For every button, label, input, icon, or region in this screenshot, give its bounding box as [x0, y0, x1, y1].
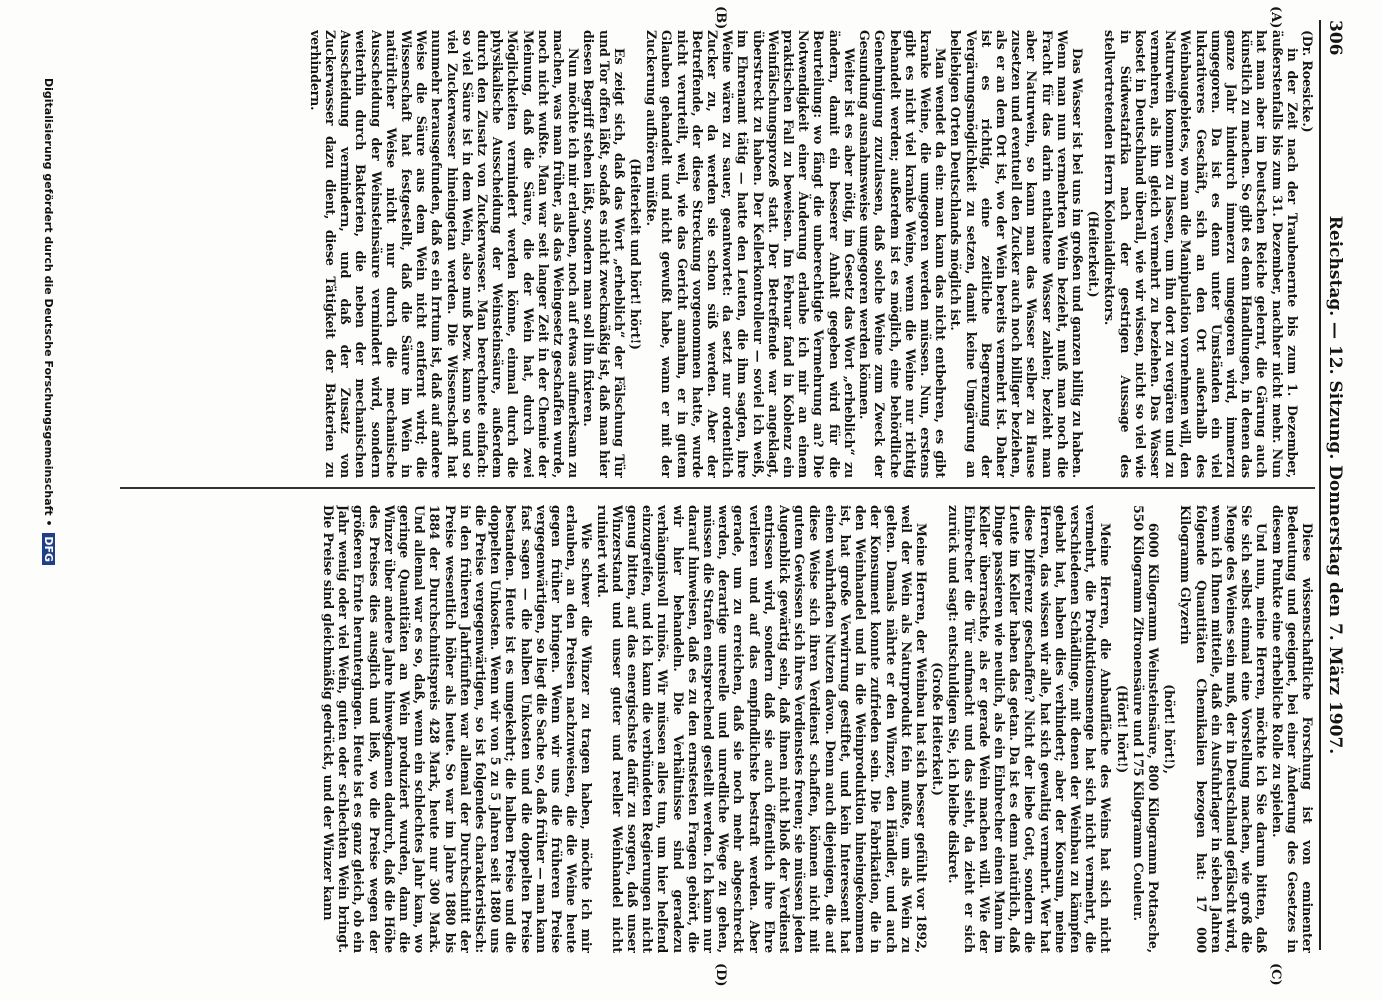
- interjection: (Heiterkeit.): [1086, 210, 1102, 298]
- paragraph: Man wendet da ein: man kann das nicht entbehren, es gibt kranke Weine, die umgegoren werden müssen. Nun, erstens gibt es nicht viel kranke Weine, wenn die Weine nur richtig behandelt werden; außerdem ist es möglich, eine behördliche Genehmigung zuzulassen, daß solche Weine zum Zweck der Gesundung ausnahmsweise umgegoren werden können.: [857, 30, 949, 478]
- margin-marker-b: (B): [713, 6, 728, 30]
- paragraph: 6000 Kilogramm Weinsteinsäure, 800 Kilogramm Pottasche, 550 Kilogramm Zitronensäure und 175 Kilogramm Couleur.: [1130, 505, 1161, 953]
- left-text-column: [120, 30, 1315, 478]
- speaker-label: (Dr. Roesicke.): [1300, 30, 1315, 133]
- paragraph: Wie schwer die Winzer zu tragen haben, möchte ich mir erlauben, an den Preisen nachzuweisen, die die Weine heute gegen früher bringen. Wenn wir uns die früheren Preise vergegenwärtigen, so liegt die Sache so, daß früher — man kann fast sagen — die halben Unkosten und die doppelten Preise bestanden. Heute ist es umgekehrt; die halben Preise und die doppelten Unkosten. Wenn wir von 5 zu 5 Jahren seit 1880 uns die Preise vergegenwärtigen, so ist folgendes charakteristisch: in den früheren Jahrfünften war allemal der Durchschnitt der Preise wesentlich höher als heute. So war im Jahre 1880 bis 1884 der Durchschnittspreis 428 Mark, heute nur 300 Mark. Und allemal war es so, daß, wenn ein schlechtes Jahr kam, wo geringe Quantitäten an Wein produziert wurden, dann die Winzer über andere Jahre hinwegkamen dadurch, daß die Höhe des Preises dies ausglich und ließ, wo die Preise wegen der größeren Ernte heruntergingen. Heute ist es ganz gleich, ob ein Jahr wenig oder viel Wein, guten oder schlechten Wein bringt. Die Preise sind gleichmäßig gedrückt, und der Winzer kann: [321, 505, 595, 953]
- digitization-credit: [42, 78, 55, 565]
- interjection: (Heiterkeit und hört! hört!): [628, 158, 644, 350]
- right-text-column: [120, 505, 1315, 953]
- paragraph: Es zeigt sich, daß das Wort „erheblich“ der Fälschung Tür und Tor offen läßt, sodaß es nicht zweckmäßig ist, daß man hier diesen Begriff stehen läßt, sondern man soll ihn fixieren.: [581, 30, 627, 478]
- dfg-logo: DFG: [42, 533, 55, 565]
- paragraph: Diese wissenschaftliche Forschung ist von eminenter Bedeutung und geeignet, bei einer Änderung des Gesetzes in diesem Punkte eine erhebliche Rolle zu spielen.: [1269, 505, 1315, 953]
- interjection: (Große Heiterkeit.): [930, 662, 946, 796]
- page-title: Reichstag. — 12. Sitzung. Donnerstag den 7. März 1907.: [1325, 215, 1345, 755]
- interjection: (Hört! hört!): [1114, 684, 1130, 774]
- paragraph: Und nun, meine Herren, möchte ich Sie darum bitten, daß Sie sich selbst einmal eine Vorstellung machen, wie groß die Menge des Weines sein muß, der in Deutschland gefälscht wird, wenn ich Ihnen mitteile, daß ein Ausfuhrlager in sieben Jahren folgende Quantitäten Chemikalien bezogen hat: 17 000 Kilogramm Glyzerin: [1178, 505, 1270, 953]
- paragraph: Meine Herren, die Anbaufläche des Weins hat sich nicht vermehrt, die Produktionsmenge hat sich nicht vermehrt, die verschiedenen Schädlinge, mit denen der Weinbau zu kämpfen gehabt hat, haben dies verhindert; aber der Konsum, meine Herren, das wissen wir alle, hat sich gewaltig vermehrt. Wer hat diese Differenz geschaffen? Nicht der liebe Gott, sondern die Leute im Keller haben das getan. Da ist es denn natürlich, daß Dinge passieren wie neulich, als ein Einbrecher einen Mann im Keller überraschte, als er gerade Wein machen will. Wie der Einbrecher die Tür aufmacht und das sieht, da zieht er sich zurück und sagt: entschuldigen Sie, ich bleibe diskret.: [946, 505, 1114, 953]
- paragraph: Meine Herren, der Weinbau hat sich besser gefühlt vor 1892, weil der Wein als Naturprodukt fein mußte, um als Wein zu gelten. Damals nährte er den Winzer, den Händler, und auch der Konsument konnte zufrieden sein. Die Fabrikation, die in den Weinhandel und in die Weinproduktion hineingekommen ist, hat große Verwirrung gestiftet, und kein Interessent hat einen wahrhaften Nutzen davon. Denn auch diejenigen, die auf diese Weise sich ihren Verdienst schaffen, können nicht mit gutem Gewissen sich ihres Verdienstes freuen; sie müssen jeden Augenblick gewärtig sein, daß ihnen nicht bloß der Verdienst entrissen wird, sondern daß sie auch öffentlich ihre Ehre verlieren und auf das empfindlichste bestraft werden. Aber gerade, um zu erreichen, daß sie noch mehr abgeschreckt werden, derartige unreelle und unredliche Wege zu gehen, müssen die Strafen entsprechend gestellt werden. Ich kann nur darauf hinweisen, daß es zu den ernstesten Fragen gehört, die wir hier behandeln. Die Verhältnisse sind geradezu verhängnisvoll ruinös. Wir müssen alles tun, um hier helfend einzugreifen, und ich kann die verbündeten Regierungen nicht genug bitten, auf das energischste dafür zu sorgen, daß unser Winzerstand und unser guter und reeller Weinhandel nicht ruiniert wird.: [594, 505, 929, 953]
- paragraph: in der Zeit nach der Traubenernte bis zum 1. Dezember, äußerstenfalls bis zum 31. Dezember, nachher nicht mehr. Nun hat man aber im Deutschen Reiche gelernt, die Gärung auch künstlich zu machen. So gibt es denn Handlungen, in denen das ganze Jahr hindurch immerzu umgegoren wird, immerzu umgegoren. Da ist es denn unter Umständen ein viel lukrativeres Geschäft, sich an den Ort außerhalb des Weinbaugebietes, wo man die Manipulation vornehmen will, den Naturwein kommen zu lassen, um ihn dort zu vergären und zu vermehren, als ihn gleich vermehrt zu beziehen. Das Wasser kostet in Deutschland überall, wie wir wissen, nicht so viel wie in Südwestafrika nach der gestrigen Aussage des stellvertretenden Herrn Kolonialdirektors.: [1102, 30, 1300, 478]
- page-number: 306: [1325, 20, 1345, 56]
- paragraph: Weiter ist es aber nötig, im Gesetz das Wort „erheblich“ zu ändern, damit ein besserer Anhalt gegeben wird für die Beurteilung: wo fängt die unberechtigte Vermehrung an? Die Notwendigkeit einer Änderung erlaube ich mir an einem praktischen Fall zu beweisen. Im Februar fand in Koblenz ein Weinfälschungsprozeß statt. Der Betreffende war angeklagt, überstreckt zu haben. Der Kellerkontrolleur — soviel ich weiß, im Ehrenamt tätig — hatte den Leuten, die ihm sagten, ihre Weine wären zu sauer, geantwortet: da setzt nur ordentlich Zucker zu, da werden sie schon süß werden. Aber der Betreffende, der diese Streckung vorgenommen hatte, wurde nicht verurteilt, weil, wie das Gericht annahm, er in gutem Glauben gehandelt und nicht gewußt habe, wann er mit der Zuckerung aufhören müßte.: [644, 30, 857, 478]
- column-divider: [120, 487, 1315, 489]
- header-rule: [1319, 20, 1321, 950]
- margin-marker-c: (C): [1268, 963, 1283, 986]
- margin-marker-a: (A): [1268, 6, 1283, 29]
- paragraph: Nun möchte ich mir erlauben, noch auf etwas aufmerksam zu machen, was man früher, als das Weingesetz geschaffen wurde, noch nicht wußte. Man war seit langer Zeit in der Chemie der Meinung, daß die Säure, die der Wein hat, durch zwei Möglichkeiten vermindert werden könne, einmal durch die physikalische Ausscheidung der Weinsteinsäure, außerdem durch den Zusatz von Zuckerwasser. Man berechnete einfach: so viel Säure ist in dem Wein, also muß bezw. kann so und so viel Zuckerwasser hineingetan werden. Die Wissenschaft hat nunmehr herausgefunden, daß es ein Irrtum ist, daß auf andere Weise die Säure aus dem Wein nicht entfernt wird; die Wissenschaft hat festgestellt, daß die Säure im Wein in natürlicher Weise nicht nur durch die mechanische Ausscheidung der Weinsteinsäure vermindert wird, sondern weiterhin durch Bakterien, die neben der mechanischen Ausscheidung vermindern, und daß der Zusatz von Zuckerwasser dazu dient, diese Tätigkeit der Bakterien zu verhindern.: [307, 30, 582, 478]
- paragraph: Das Wasser ist bei uns im großen und ganzen billig zu haben. Wenn man nun vermehrten Wein bezieht, muß man noch die Fracht für das darin enthaltene Wasser zahlen; bezieht man aber Naturwein, so kann man das Wasser selber zu Hause zusetzen und eventuell den Zucker auch noch billiger beziehen, als er an dem Ort ist, wo der Wein bereits vermehrt ist. Daher ist es richtig, eine zeitliche Begrenzung der Vergärungsmöglichkeit zu setzen, damit keine Umgärung an beliebigen Orten Deutschlands möglich ist.: [948, 30, 1085, 478]
- interjection: (hört! hört!),: [1162, 684, 1178, 774]
- margin-marker-d: (D): [713, 963, 728, 987]
- credit-text: Digitalisierung gefördert durch die Deutsche Forschungsgemeinschaft •: [42, 78, 55, 527]
